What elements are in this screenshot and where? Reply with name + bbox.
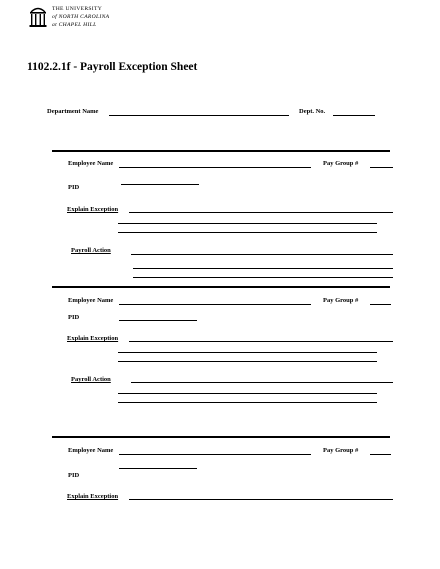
pid-label: PID — [68, 184, 80, 191]
explain-exception-field[interactable] — [129, 341, 393, 342]
section-divider — [52, 436, 390, 438]
university-logo-icon — [28, 5, 48, 29]
university-name-line-1: THE UNIVERSITY — [52, 6, 103, 12]
department-name-label: Department Name — [47, 108, 99, 115]
page-title: 1102.2.1f - Payroll Exception Sheet — [27, 61, 198, 73]
pay-group-field[interactable] — [370, 454, 391, 455]
department-name-field[interactable] — [109, 115, 289, 116]
explain-exception-label: Explain Exception — [67, 493, 119, 500]
payroll-action-field[interactable] — [131, 382, 393, 383]
explain-exception-line[interactable] — [118, 352, 377, 353]
university-name-line-2: of NORTH CAROLINA — [52, 14, 110, 20]
pay-group-label: Pay Group # — [323, 297, 359, 304]
payroll-action-line[interactable] — [133, 277, 393, 278]
employee-name-label: Employee Name — [68, 447, 114, 454]
pay-group-label: Pay Group # — [323, 160, 359, 167]
dept-no-label: Dept. No. — [299, 108, 326, 115]
explain-exception-label: Explain Exception — [67, 206, 119, 213]
payroll-action-label: Payroll Action — [71, 247, 111, 254]
explain-exception-line[interactable] — [118, 223, 377, 224]
pid-label: PID — [68, 314, 80, 321]
pid-field[interactable] — [119, 468, 197, 469]
explain-exception-line[interactable] — [118, 361, 377, 362]
pid-label: PID — [68, 472, 80, 479]
explain-exception-label: Explain Exception — [67, 335, 119, 342]
section-divider — [52, 286, 390, 288]
pay-group-label: Pay Group # — [323, 447, 359, 454]
employee-name-field[interactable] — [119, 304, 311, 305]
payroll-action-line[interactable] — [133, 268, 393, 269]
explain-exception-field[interactable] — [129, 212, 393, 213]
payroll-action-field[interactable] — [131, 254, 393, 255]
dept-no-field[interactable] — [333, 115, 375, 116]
pay-group-field[interactable] — [370, 167, 393, 168]
pid-field[interactable] — [119, 320, 197, 321]
employee-name-label: Employee Name — [68, 297, 114, 304]
pid-field[interactable] — [121, 184, 199, 185]
explain-exception-field[interactable] — [129, 499, 393, 500]
payroll-action-line[interactable] — [118, 402, 377, 403]
section-divider — [52, 150, 390, 152]
university-name-line-3: at CHAPEL HILL — [52, 22, 97, 28]
payroll-action-label: Payroll Action — [71, 376, 111, 383]
employee-name-label: Employee Name — [68, 160, 114, 167]
employee-name-field[interactable] — [119, 454, 311, 455]
explain-exception-line[interactable] — [118, 232, 377, 233]
payroll-action-line[interactable] — [118, 393, 377, 394]
employee-name-field[interactable] — [119, 167, 311, 168]
pay-group-field[interactable] — [370, 304, 391, 305]
